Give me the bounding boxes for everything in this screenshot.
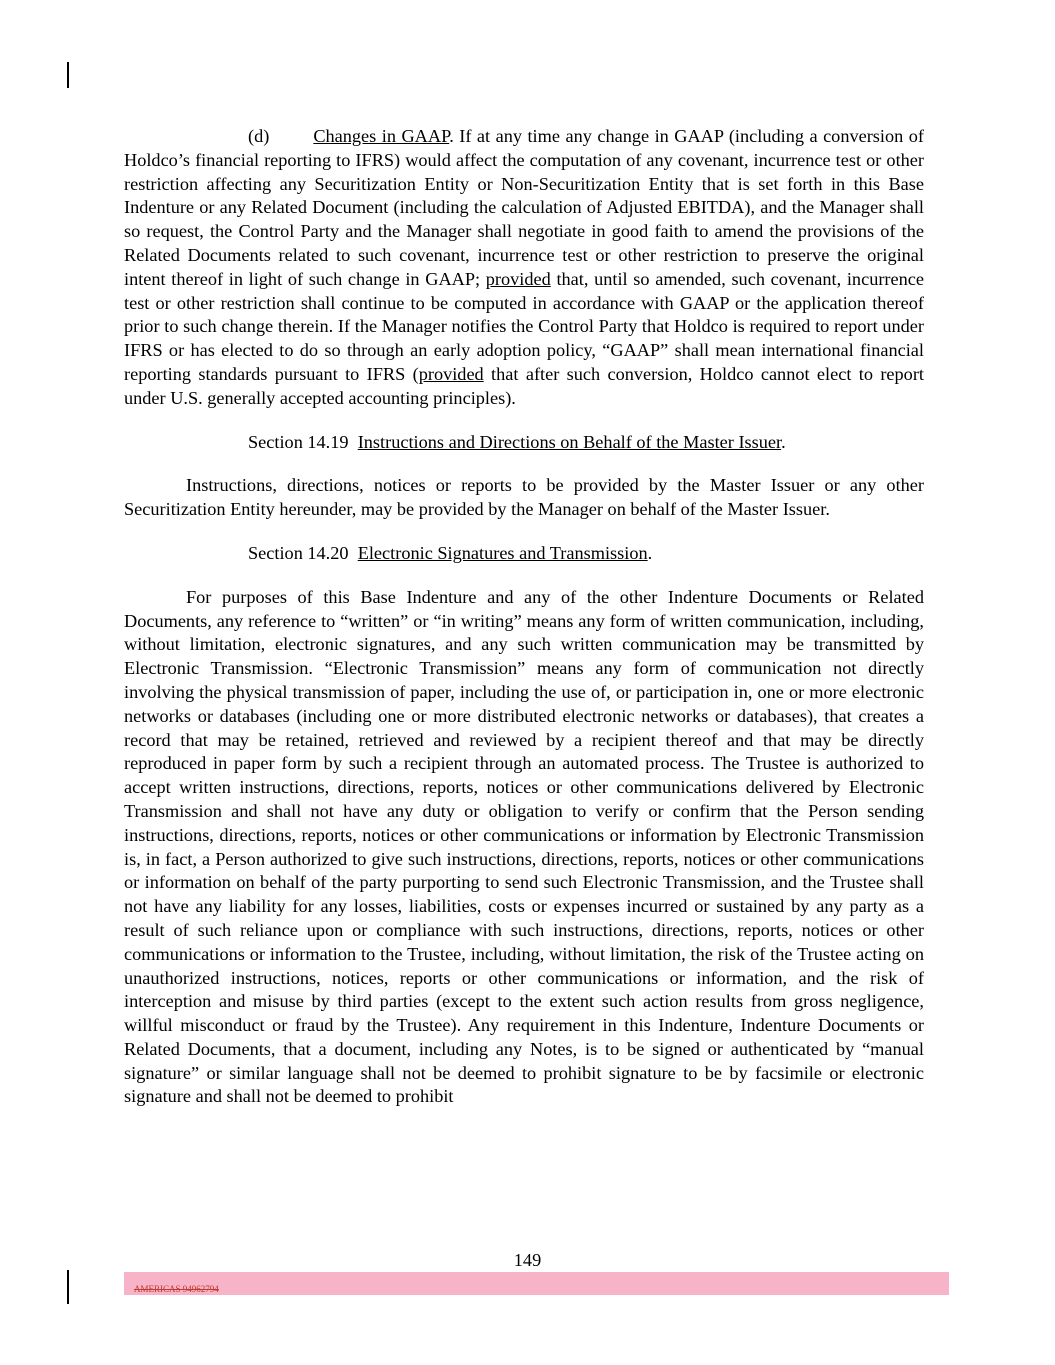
page-number: 149 bbox=[513, 1250, 542, 1270]
provided-term: provided bbox=[485, 268, 551, 289]
section-14-20-heading: Section 14.20 Electronic Signatures and Transmission. bbox=[248, 542, 653, 563]
footer-doc-id: AMERICAS 94962794 bbox=[134, 1284, 219, 1294]
paragraph-d-marker: (d) bbox=[248, 126, 270, 146]
document-body bbox=[124, 125, 924, 1109]
footer-band bbox=[124, 1272, 949, 1295]
section-number: Section 14.19 bbox=[248, 431, 349, 452]
paragraph-d-heading: Changes in GAAP bbox=[313, 126, 450, 146]
section-title: Electronic Signatures and Transmission bbox=[357, 542, 648, 563]
paragraph-d: (d) Changes in GAAP. If at any time any change in GAAP (including a conversion of Holdco’s financial reporting to IFRS) would affect the computation of any covenant, incurrence test or other restriction affecting any Securitization Entity or Non-Securitization Entity that is set forth in this Base Indenture or any Related Document (including the calculation of Adjusted EBITDA), and the Manager shall so request, the Control Party and the Manager shall negotiate in good faith to amend the provisions of the Related Documents related to such covenant, incurrence test or other restriction to preserve the original intent thereof in light of such change in GAAP; provided that, until so amended, such covenant, incurrence test or other restriction shall continue to be computed in accordance with GAAP or the application thereof prior to such change therein. If the Manager notifies the Control Party that Holdco is required to report under IFRS or has elected to do so through an early adoption policy, “GAAP” shall mean international financial reporting standards pursuant to IFRS (provided that after such conversion, Holdco cannot elect to report under U.S. generally accepted accounting principles). bbox=[124, 126, 924, 408]
provided-term: provided bbox=[418, 363, 484, 384]
section-14-20-body: For purposes of this Base Indenture and any of the other Indenture Documents or Related Documents, any reference to “written” or “in writing” means any form of written communication, including, without limitation, electronic signatures, and any such written communication may be transmitted by Electronic Transmission. “Electronic Transmission” means any form of communication not directly involving the physical transmission of paper, including the use of, or participation in, one or more electronic networks or databases (including one or more distributed electronic networks or databases), that creates a record that may be retained, retrieved and reviewed by a recipient thereof and that may be directly reproduced in paper form by such a recipient through an automated process. The Trustee is authorized to accept written instructions, directions, reports, notices or other communications delivered by Electronic Transmission and shall not have any duty or obligation to verify or confirm that the Person sending instructions, directions, reports, notices or other communications or information by Electronic Transmission is, in fact, a Person authorized to give such instructions, directions, reports, notices or other communications or information on behalf of the party purporting to send such Electronic Transmission, and the Trustee shall not have any liability for any losses, liabilities, costs or expenses incurred or sustained by any party as a result of such reliance upon or compliance with such instructions, directions, reports, notices or other communications or information to the Trustee, including, without limitation, the risk of the Trustee acting on unauthorized instructions, notices, reports or other communications or information, and the risk of interception and misuse by third parties (except to the extent such action results from gross negligence, willful misconduct or fraud by the Trustee). Any requirement in this Indenture, Indenture Documents or Related Documents, that a document, including any Notes, is to be signed or authenticated by “manual signature” or similar language shall not be deemed to prohibit signature to be by facsimile or electronic signature and shall not be deemed to prohibit bbox=[124, 586, 924, 1107]
section-14-19-body: Instructions, directions, notices or reports to be provided by the Master Issuer or any other Securitization Entity hereunder, may be provided by the Manager on behalf of the Master Issuer. bbox=[124, 475, 924, 520]
section-14-19-heading: Section 14.19 Instructions and Directions on Behalf of the Master Issuer. bbox=[248, 431, 786, 452]
section-title: Instructions and Directions on Behalf of the Master Issuer bbox=[357, 431, 782, 452]
change-bar-top bbox=[67, 62, 69, 88]
section-number: Section 14.20 bbox=[248, 542, 349, 563]
change-bar-bottom bbox=[67, 1270, 69, 1304]
